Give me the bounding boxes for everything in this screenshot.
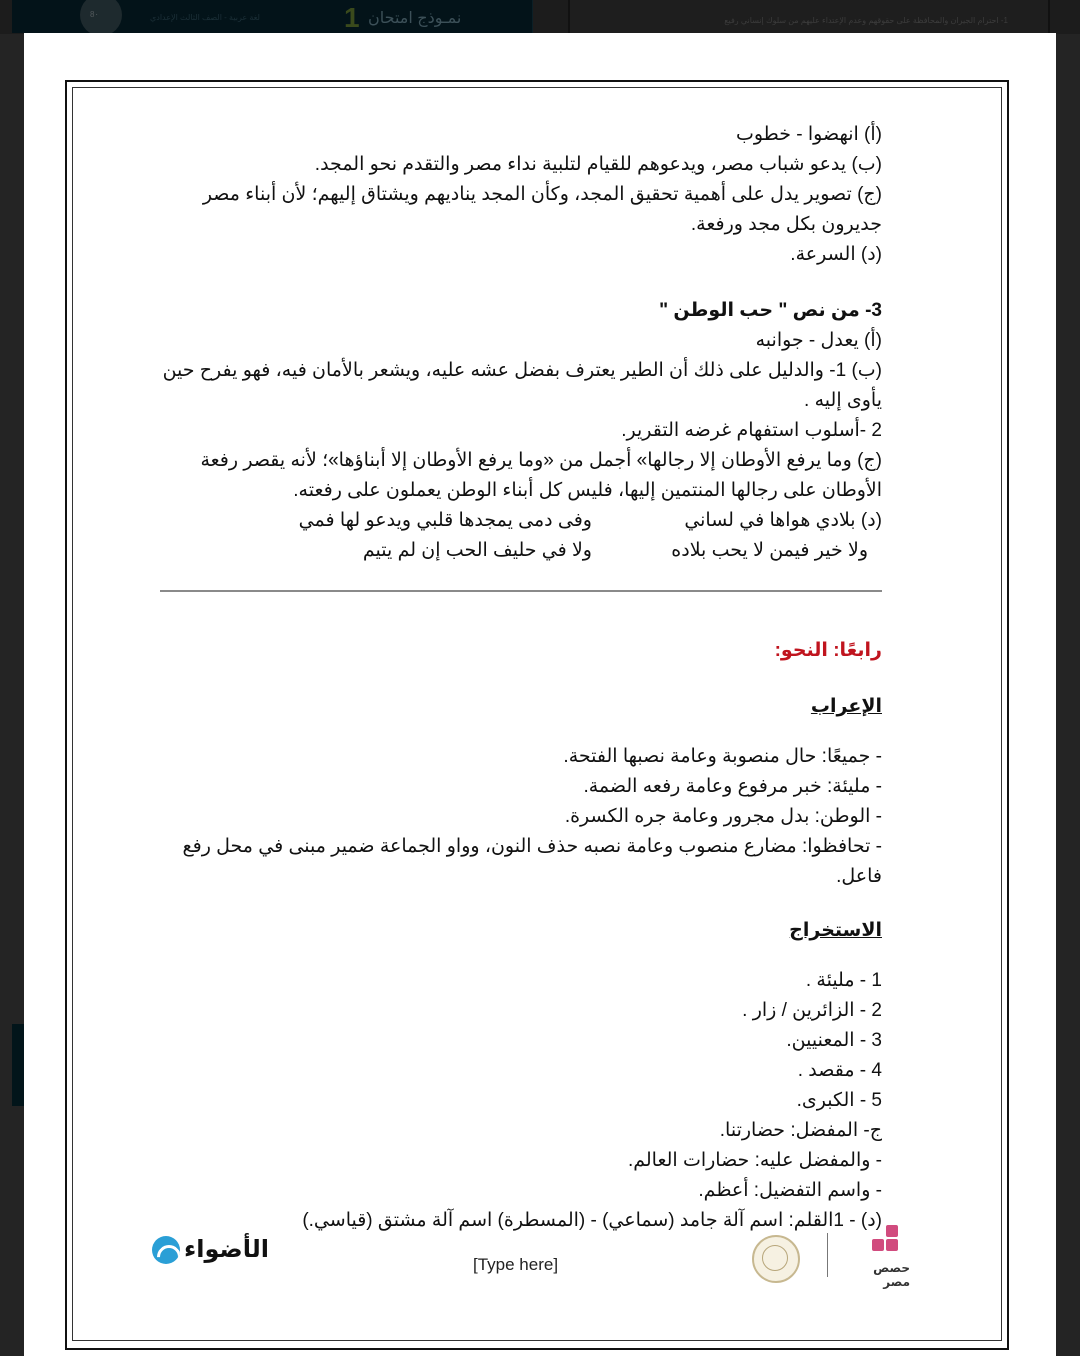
section-divider xyxy=(160,590,882,592)
parsing-item: - الوطن: بدل مجرور وعامة جره الكسرة. xyxy=(564,806,882,827)
answer-line: (ج) وما يرفع الأوطان إلا رجالها» أجمل من «وما يرفع الأوطان إلا أبناؤها»؛ لأنه يقصر رفعة xyxy=(200,450,882,471)
extraction-item: - والمفضل عليه: حضارات العالم. xyxy=(627,1150,882,1171)
logo-tile-icon xyxy=(886,1239,898,1251)
poem-hemistich-second: وفى دمى يمجدها قلبي ويدعو لها فمي xyxy=(298,510,592,531)
background-text-card[interactable] xyxy=(568,0,1050,33)
adwaa-logo-icon xyxy=(152,1236,180,1264)
extraction-item: - واسم التفضيل: أعظم. xyxy=(698,1180,882,1201)
extraction-section xyxy=(160,916,882,1236)
parsing-item: فاعل. xyxy=(836,866,882,887)
badge-text: 8٠ xyxy=(90,10,99,19)
answer-line: (ب) يدعو شباب مصر، ويدعوهم للقيام لتلبية نداء مصر والتقدم نحو المجد. xyxy=(314,154,882,175)
extraction-item: 1 - مليئة . xyxy=(805,970,882,991)
parsing-item: - جميعًا: حال منصوبة وعامة نصبها الفتحة. xyxy=(563,746,882,767)
answer-line: يأوى إليه . xyxy=(804,390,882,411)
parsing-item: - مليئة: خبر مرفوع وعامة رفعه الضمة. xyxy=(583,776,882,797)
background-badge xyxy=(80,0,122,36)
background-side-tab-left xyxy=(12,1024,24,1106)
poem-hemistich-first: (د) بلادي هواها في لساني xyxy=(684,510,882,531)
background-exam-card[interactable] xyxy=(12,0,533,33)
section-3-title: 3- من نص " حب الوطن " xyxy=(659,300,882,321)
parsing-item: - تحافظوا: مضارع منصوب وعامة نصبه حذف النون، وواو الجماعة ضمير مبنى في محل رفع xyxy=(182,836,882,857)
hessas-masr-logo xyxy=(842,1225,910,1289)
answer-line: (ب) 1- والدليل على ذلك أن الطير يعترف بفضل عشه عليه، ويشعر بالأمان فيه، فهو يفرح حين xyxy=(162,360,882,381)
section-3-answers xyxy=(160,296,882,566)
background-card-title: نمـوذج امتحان xyxy=(368,10,462,27)
background-card-number: 1 xyxy=(344,2,360,33)
answer-line: (أ) انهضوا - خطوب xyxy=(735,124,882,145)
poem-verse xyxy=(160,536,882,566)
poem-hemistich-second: ولا في حليف الحب إن لم يتيم xyxy=(362,540,592,561)
extraction-item: 3 - المعنيين. xyxy=(786,1030,882,1051)
page-footer xyxy=(140,1225,910,1289)
parsing-title: الإعراب xyxy=(810,696,882,717)
logo-separator xyxy=(827,1233,828,1277)
answer-line: الأوطان على رجالها المنتمين إليها، فليس كل أبناء الوطن يعملون على رفعته. xyxy=(293,480,882,501)
logo-tile-icon xyxy=(886,1225,898,1237)
extraction-item: 4 - مقصد . xyxy=(797,1060,882,1081)
footer-placeholder[interactable]: [Type here] xyxy=(473,1255,559,1274)
answer-line: (ج) تصوير يدل على أهمية تحقيق المجد، وكأن المجد يناديهم ويشتاق إليهم؛ لأن أبناء مصر xyxy=(202,184,882,205)
section-2-answers xyxy=(160,120,882,270)
extraction-item: (د) - 1القلم: اسم آلة جامد (سماعي) - (المسطرة) اسم آلة مشتق (قياسي.) xyxy=(302,1210,882,1231)
parsing-section xyxy=(160,692,882,892)
logo-tile-icon xyxy=(872,1239,884,1251)
ministry-seal-icon xyxy=(752,1235,800,1283)
answer-line: (د) السرعة. xyxy=(790,244,882,265)
answer-line: جديرون بكل مجد ورفعة. xyxy=(690,214,882,235)
poem-verse xyxy=(160,506,882,536)
answer-line: 2 -أسلوب استفهام غرضه التقرير. xyxy=(621,420,882,441)
answer-line: (أ) يعدل - جوانبه xyxy=(755,330,882,351)
poem-hemistich-first: ولا خير فيمن لا يحب بلاده xyxy=(671,540,868,561)
background-card-subtitle: لغة عربية - الصف الثالث الإعدادي xyxy=(150,13,260,22)
extraction-item: ج- المفضل: حضارتنا. xyxy=(719,1120,882,1141)
adwaa-logo xyxy=(152,1235,269,1264)
extraction-item: 5 - الكبرى. xyxy=(796,1090,882,1111)
document-content xyxy=(160,120,882,1236)
extraction-title: الاستخراج xyxy=(789,920,882,941)
background-card-line: 1- احترام الجيران والمحافظة على حقوقهم وعدم الإعتداء عليهم من سلوك إنساني رفيع xyxy=(724,16,1008,25)
adwaa-logo-text: الأضواء xyxy=(184,1236,269,1263)
extraction-item: 2 - الزائرين / زار . xyxy=(742,1000,882,1021)
hessas-masr-logo-text: حصص مصر xyxy=(873,1261,910,1289)
section-4-heading: رابعًا: النحو: xyxy=(774,640,882,661)
